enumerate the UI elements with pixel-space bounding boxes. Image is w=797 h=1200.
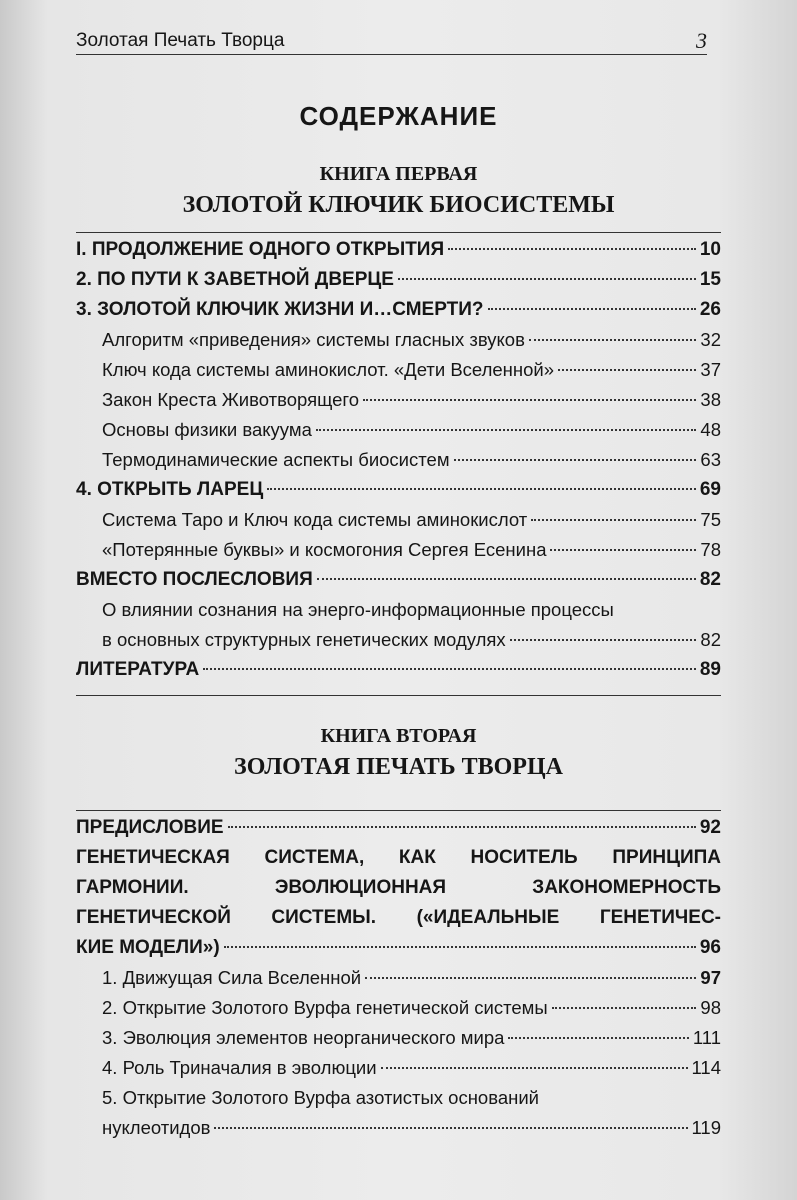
toc-subentry[interactable] (76, 963, 721, 993)
toc-entry-label: ЛИТЕРАТУРА (76, 659, 200, 680)
running-title: Золотая Печать Творца (76, 30, 285, 51)
toc-entry-label: Основы физики вакуума (102, 419, 312, 440)
toc-subentry[interactable] (76, 385, 721, 415)
toc-entry-page: 96 (699, 937, 721, 958)
toc-entry-page: 26 (699, 299, 721, 320)
toc-subentry[interactable] (76, 415, 721, 445)
book1-title: ЗОЛОТОЙ КЛЮЧИК БИОСИСТЕМЫ (182, 192, 615, 218)
divider (76, 695, 721, 696)
toc-subentry[interactable] (76, 325, 721, 355)
dot-leader (510, 639, 697, 641)
toc-entry-label: Закон Креста Животворящего (102, 389, 360, 410)
book1-label: КНИГА ПЕРВАЯ (319, 163, 478, 185)
toc-entry-label: 1. Движущая Сила Вселенной (102, 967, 362, 988)
book2-title: ЗОЛОТАЯ ПЕЧАТЬ ТВОРЦА (234, 754, 563, 780)
toc-entry-label-line: 5. Открытие Золотого Вурфа азотистых оснований (102, 1087, 540, 1108)
dot-leader (488, 308, 696, 310)
toc-entry-page: 69 (699, 479, 721, 500)
dot-leader (550, 549, 696, 551)
toc-entry-page: 89 (699, 659, 721, 680)
toc-entry-label: Ключ кода системы аминокислот. «Дети Вселенной» (102, 359, 555, 380)
toc-entry-page: 97 (700, 967, 721, 988)
dot-leader (363, 399, 696, 401)
book2-label: КНИГА ВТОРАЯ (320, 725, 477, 747)
dot-leader (214, 1127, 687, 1129)
dot-leader (508, 1037, 688, 1039)
toc-entry[interactable] (76, 265, 721, 295)
toc-entry-label-line: ГЕНЕТИЧЕСКОЙ СИСТЕМЫ. («ИДЕАЛЬНЫЕ ГЕНЕТИЧЕС- (76, 907, 721, 928)
toc-entry-label: ВМЕСТО ПОСЛЕСЛОВИЯ (76, 569, 313, 590)
dot-leader (529, 339, 696, 341)
page-number: 3 (696, 28, 707, 53)
toc-entry[interactable] (76, 295, 721, 325)
toc-entry-label-line: ГАРМОНИИ. ЭВОЛЮЦИОННАЯ ЗАКОНОМЕРНОСТЬ (76, 877, 721, 898)
toc-entry[interactable] (76, 475, 721, 505)
toc-entry-label: 4. ОТКРЫТЬ ЛАРЕЦ (76, 479, 264, 500)
toc-entry-page: 37 (700, 359, 721, 380)
toc-entry[interactable] (76, 235, 721, 265)
toc-entry-label: КИЕ МОДЕЛИ») (76, 937, 220, 958)
dot-leader (381, 1067, 688, 1069)
toc-entry-label: ПРЕДИСЛОВИЕ (76, 817, 224, 838)
toc-subentry[interactable] (76, 1053, 721, 1083)
dot-leader (267, 488, 696, 490)
toc-entry-page: 114 (691, 1057, 721, 1078)
dot-leader (317, 578, 696, 580)
dot-leader (448, 248, 696, 250)
toc-entry[interactable] (76, 813, 721, 843)
toc-entry-page: 119 (691, 1117, 721, 1138)
dot-leader (228, 826, 696, 828)
dot-leader (552, 1007, 697, 1009)
toc-entry[interactable] (76, 565, 721, 595)
toc-entry-page: 78 (700, 539, 721, 560)
toc-subentry[interactable] (76, 1113, 721, 1143)
dot-leader (316, 429, 697, 431)
toc-entry-page: 111 (692, 1027, 721, 1048)
dot-leader (531, 519, 696, 521)
toc-subentry[interactable] (76, 1023, 721, 1053)
toc-entry-page: 48 (700, 419, 721, 440)
toc-subentry[interactable] (76, 993, 721, 1023)
toc-subentry[interactable] (76, 505, 721, 535)
toc-entry-label: 3. Эволюция элементов неорганического мира (102, 1027, 505, 1048)
toc-subentry[interactable] (76, 355, 721, 385)
running-header (76, 30, 707, 55)
dot-leader (203, 668, 696, 670)
toc-entry-page: 63 (700, 449, 721, 470)
toc-entry-label: Алгоритм «приведения» системы гласных звуков (102, 329, 525, 350)
toc-entry-label: «Потерянные буквы» и космогония Сергея Есенина (102, 539, 547, 560)
table-of-contents (76, 96, 721, 1143)
toc-entry-label: 4. Роль Триначалия в эволюции (102, 1057, 377, 1078)
toc-entry-page: 32 (700, 329, 721, 350)
dot-leader (558, 369, 696, 371)
toc-entry-label: Термодинамические аспекты биосистем (102, 449, 450, 470)
dot-leader (454, 459, 697, 461)
dot-leader (224, 946, 696, 948)
toc-entry-label: Система Таро и Ключ кода системы аминокислот (102, 509, 528, 530)
toc-entry-page: 75 (700, 509, 721, 530)
toc-entry-page: 98 (700, 997, 721, 1018)
toc-title: СОДЕРЖАНИЕ (299, 101, 498, 131)
divider (76, 232, 721, 233)
toc-entry-label: 3. ЗОЛОТОЙ КЛЮЧИК ЖИЗНИ И…СМЕРТИ? (76, 299, 484, 320)
toc-subentry[interactable] (76, 625, 721, 655)
toc-entry-label: 2. Открытие Золотого Вурфа генетической системы (102, 997, 548, 1018)
toc-entry-label: 2. ПО ПУТИ К ЗАВЕТНОЙ ДВЕРЦЕ (76, 269, 394, 290)
toc-entry[interactable] (76, 655, 721, 685)
toc-entry[interactable] (76, 933, 721, 963)
toc-entry-label: нуклеотидов (102, 1117, 211, 1138)
dot-leader (398, 278, 696, 280)
toc-subentry[interactable] (76, 535, 721, 565)
toc-entry-label-line: ГЕНЕТИЧЕСКАЯ СИСТЕМА, КАК НОСИТЕЛЬ ПРИНЦИПА (76, 847, 721, 868)
toc-entry-page: 15 (699, 269, 721, 290)
toc-entry-label: I. ПРОДОЛЖЕНИЕ ОДНОГО ОТКРЫТИЯ (76, 239, 445, 260)
toc-entry-page: 82 (699, 569, 721, 590)
toc-entry-page: 92 (699, 817, 721, 838)
divider (76, 810, 721, 811)
dot-leader (365, 977, 696, 979)
toc-entry-label-line: О влиянии сознания на энерго-информационные процессы (102, 599, 614, 620)
toc-subentry[interactable] (76, 445, 721, 475)
toc-entry-page: 10 (699, 239, 721, 260)
toc-entry-page: 82 (700, 629, 721, 650)
toc-entry-page: 38 (700, 389, 721, 410)
toc-entry-label: в основных структурных генетических модулях (102, 629, 506, 650)
